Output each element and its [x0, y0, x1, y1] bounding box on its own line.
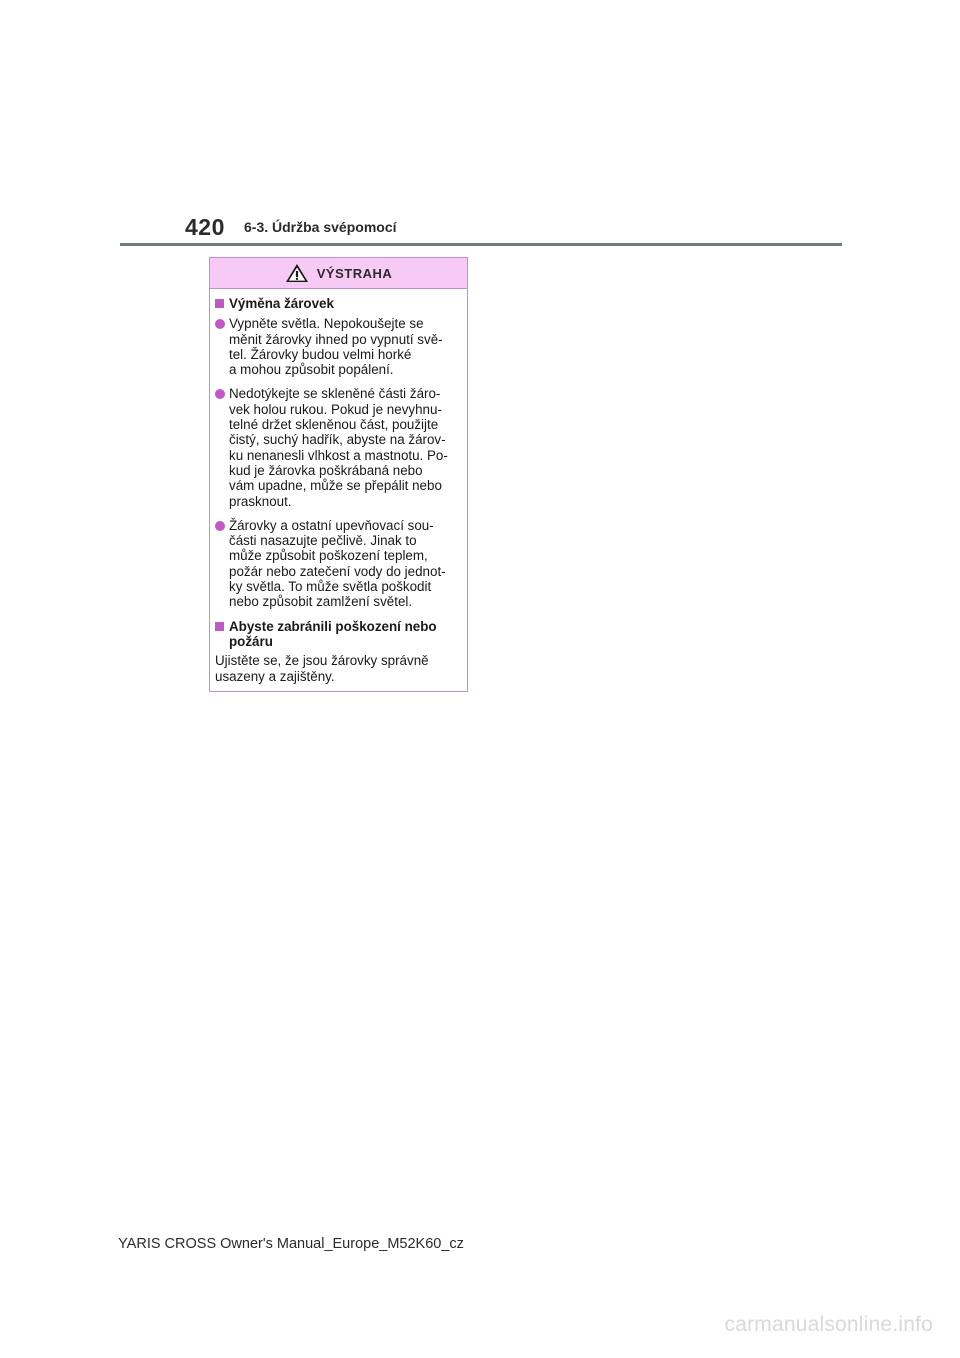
header-divider [120, 243, 842, 246]
bullet-text: Nedotýkejte se skleněné části žáro- vek holou rukou. Pokud je nevyhnu- telné držet skleněnou část, použijte čistý, suchý hadřík, abyste na žárov- ku nenanesli vlhkost a mastnotu. Po- kud je žárovka poškrábaná nebo vám upadne, může se přepálit nebo prasknout. [229, 386, 448, 509]
warning-header [210, 258, 467, 289]
watermark: carmanualsonline.info [724, 1313, 933, 1336]
circle-bullet-icon [215, 319, 225, 329]
warning-paragraph: Ujistěte se, že jsou žárovky správně usazeny a zajištěny. [215, 653, 429, 684]
warning-bullet [215, 518, 462, 610]
manual-id: YARIS CROSS Owner's Manual_Europe_M52K60_cz [118, 1236, 464, 1252]
footer [0, 1236, 960, 1252]
page-number: 420 [185, 214, 225, 240]
section-title: 6-3. Údržba svépomocí [244, 219, 397, 235]
warning-title: VÝSTRAHA [316, 265, 393, 281]
square-bullet-icon [215, 299, 224, 308]
warning-box [209, 257, 468, 692]
circle-bullet-icon [215, 389, 225, 399]
square-bullet-icon [215, 622, 224, 631]
heading-text: Výměna žárovek [229, 296, 334, 311]
warning-triangle-icon [285, 263, 309, 283]
circle-bullet-icon [215, 521, 225, 531]
bullet-text: Žárovky a ostatní upevňovací sou- části nasazujte pečlivě. Jinak to může způsobit poškození teplem, požár nebo zatečení vody do jednot- ky světla. To může světla poškodit nebo způsobit zamlžení světel. [229, 517, 446, 610]
warning-bullet [215, 386, 462, 508]
warning-bullet [215, 316, 462, 377]
warning-heading-fire-prevention [215, 619, 462, 650]
heading-text: Abyste zabránili poškození nebo požáru [229, 618, 437, 649]
warning-heading-bulb-replacement [215, 296, 462, 311]
warning-body [210, 289, 467, 691]
bullet-text: Vypněte světla. Nepokoušejte se měnit žárovky ihned po vypnutí svě- tel. Žárovky budou velmi horké a mohou způsobit popálení. [229, 316, 443, 378]
